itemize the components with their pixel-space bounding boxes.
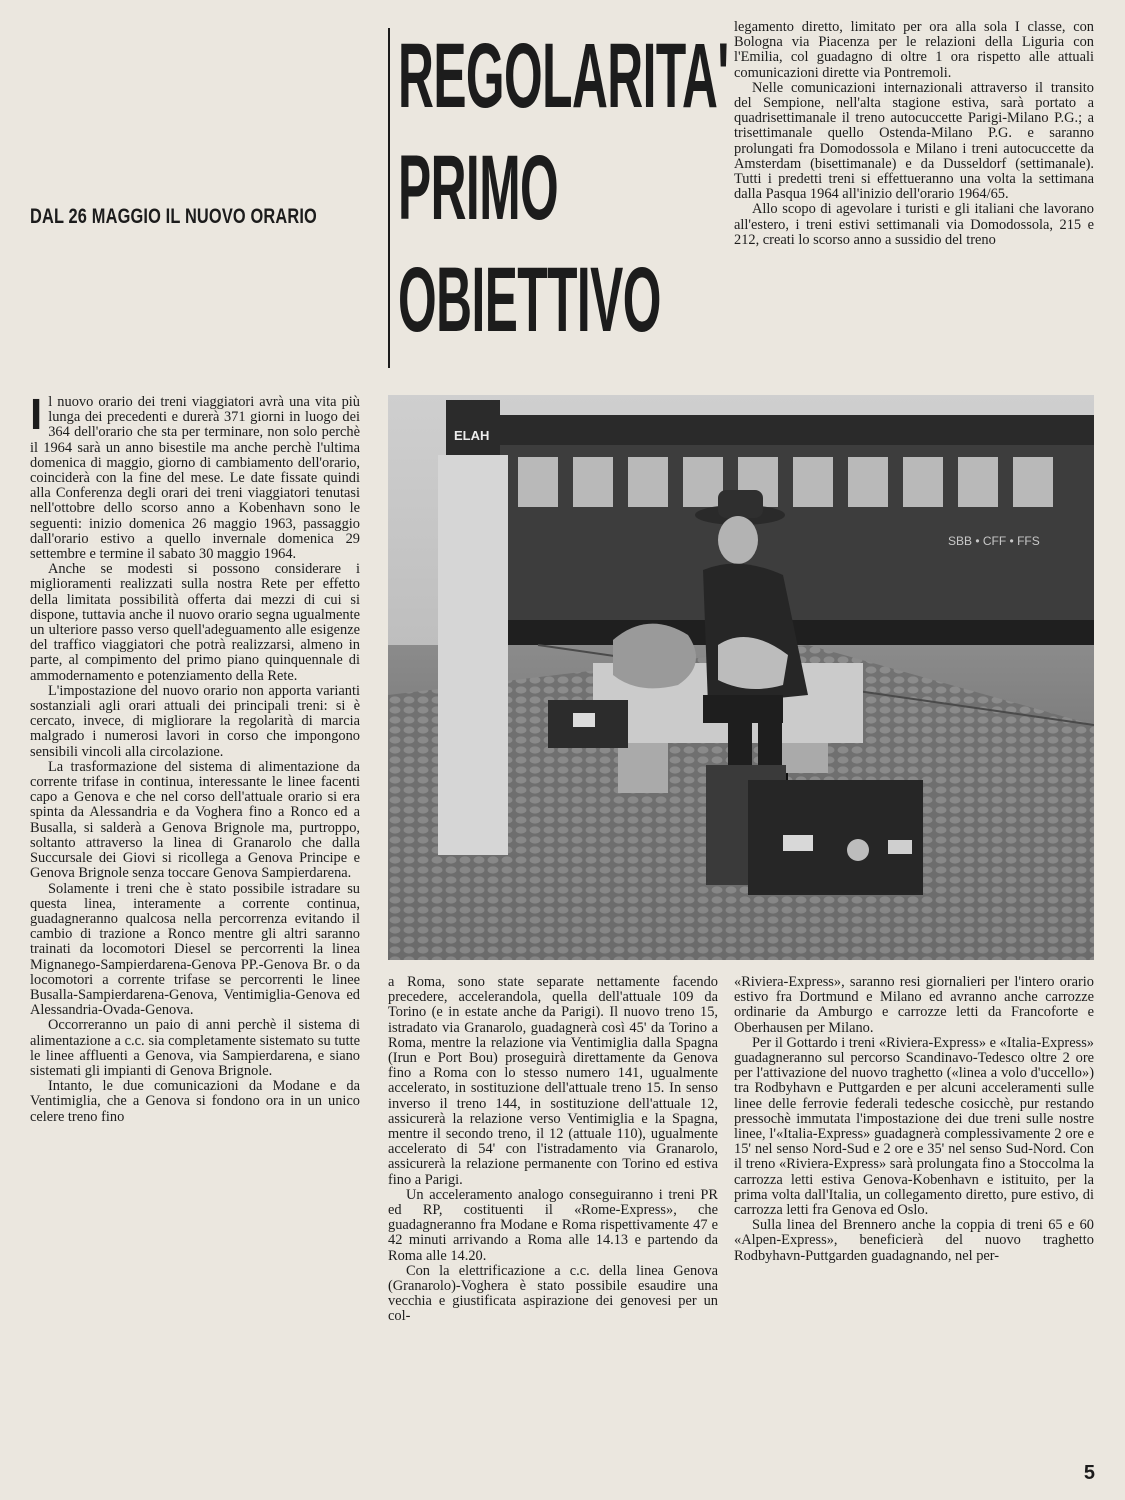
- paragraph: Occorreranno un paio di anni perchè il sistema di alimentazione a c.c. sia completamente sistemato su tutte le linee affluenti a Genova, via Sampierdarena, e siano sistemati gli impianti di Genova Brignole.: [30, 1017, 360, 1079]
- page-number: 5: [1083, 1462, 1095, 1484]
- train-car: [488, 415, 1094, 645]
- title-line-1: REGOLARITA': [398, 25, 729, 127]
- column-center-bottom: [388, 975, 718, 1325]
- paragraph: legamento diretto, limitato per ora alla sola I classe, con Bologna via Piacenza per le relazioni della Liguria con l'Emilia, col guadagno di oltre 1 ora rispetto alle attuali comunicazioni dirette via Pontremoli.: [734, 19, 1094, 81]
- article-subtitle: DAL 26 MAGGIO IL NUOVO ORARIO: [30, 205, 317, 228]
- title-line-3: OBIETTIVO: [398, 249, 661, 351]
- title-rule: [388, 28, 390, 368]
- paragraph: [30, 390, 360, 563]
- paragraph: Solamente i treni che è stato possibile istradare su questa linea, interamente a corrente continua, guadagneranno qualcosa nella percorrenza evitando il cambio di trazione a Ronco mentre gli altri saranno trainati da locomotori Diesel se percorrenti la linea Mignanego-Sampierdarena-Genova PP.-Genova Br. o da locomotori a corrente trifase se percorrenti le linee Busalla-Sampierdarena-Genova, Ventimiglia-Genova ed Alessandria-Ovada-Genova.: [30, 880, 360, 1019]
- title-line-2: PRIMO: [398, 137, 559, 239]
- paragraph: Sulla linea del Brennero anche la coppia di treni 65 e 60 «Alpen-Express», beneficierà del nuovo traghetto Rodbyhavn-Puttgarden guadagnando, nel per-: [734, 1217, 1094, 1264]
- paragraph: «Riviera-Express», saranno resi giornalieri per l'intero orario estivo fra Dortmund e Milano ed avranno anche carrozze ordinarie da Amburgo e carrozze letti da Francoforte e Oberhausen per Milano.: [734, 974, 1094, 1036]
- paragraph-text: l nuovo orario dei treni viaggiatori avrà una vita più lunga dei precedenti e durerà 371 giorni in luogo dei 364 dell'orario che sta per terminare, non solo perchè il 1964 sarà un anno bisestile ma anche perchè l'ultima domenica di maggio, giorno di cambiamento dell'orario, coinciderà con la fine del mese. Le date fissate quindi alla Conferenza degli orari dei treni viaggiatori tenutasi nell'ottobre dello scorso anno a Kobenhavn sono le seguenti: inizio domenica 26 maggio 1963, passaggio dall'orario estivo a quello invernale domenica 29 settembre e termine il sabato 30 maggio 1964.: [30, 394, 360, 563]
- article-title: [398, 20, 729, 356]
- paragraph: Nelle comunicazioni internazionali attraverso il transito del Sempione, nell'alta stagione estiva, sarà portato a quadrisettimanale il treno autocuccette Parigi-Milano P.G.; a trisettimanale quello Ostenda-Milano P.G. e saranno prolungati fra Domodossola e Milano i treni autocuccette da Amsterdam (bisettimanale) e da Dusseldorf (settimanale). Tutti i predetti treni si effettueranno una volta la settimana dalla Pasqua 1964 all'inizio dell'orario 1964/65.: [734, 79, 1094, 203]
- paragraph: Intanto, le due comunicazioni da Modane e da Ventimiglia, che a Genova si fondono ora in un unico celere treno fino: [30, 1078, 360, 1125]
- paragraph: Anche se modesti si possono considerare i miglioramenti realizzati sulla nostra Rete per effetto della limitata possibilità offerta dai mezzi di cui si dispone, tuttavia anche il nuovo orario segna ugualmente un ulteriore passo verso quell'adeguamento alle esigenze del traffico viaggiatori che potrà realizzarsi, almeno in parte, al compimento del primo piano quinquennale di ammodernamento e potenziamento della Rete.: [30, 561, 360, 684]
- paragraph: a Roma, sono state separate nettamente facendo precedere, accelerandola, quella dell'attuale 109 da Torino (e in estate anche da Parigi). Il nuovo treno 15, istradato via Granarolo, guadagnerà così 45' da Torino a Roma, mentre la relazione via Ventimiglia dalla Spagna (Irun e Port Bou) proseguirà direttamente da Genova fino a Roma con lo stesso numero 141, ugualmente accelerato, in sostituzione dell'attuale treno 15. In senso inverso il treno 144, in sostituzione dell'attuale 12, assicurerà la relazione verso Ventimiglia e la Spagna, mentre il secondo treno, il 12 (attuale 110), ugualmente accelerato di 54' con l'istradamento via Granarolo, assicurerà la relazione permanente con Torino ed estiva fino a Parigi.: [388, 974, 718, 1188]
- large-suitcase-front: [748, 780, 923, 895]
- paragraph: Per il Gottardo i treni «Riviera-Express» e «Italia-Express» guadagneranno sul percorso Scandinavo-Tedesco oltre 2 ore per l'attivazione del nuovo traghetto («linea a volo d'uccello») tra Rodbyhavn e Puttgarden e per alcuni acceleramenti sulle linee delle ferrovie federali tedesche cosicchè, pur restando pressochè immutata l'impostazione dei due treni sulle nostre linee, l'«Italia-Express» guadagnerà complessivamente 2 ore e 15' nel senso Nord-Sud e 2 ore e 35' nel senso Sud-Nord. Con il treno «Riviera-Express» sarà prolungata fino a Stoccolma la carrozza letti estiva Genova-Kobenhavn e istituito, per la prima volta dall'Italia, un collegamento diretto, pure estivo, di carrozza letti fra Genova ed Oslo.: [734, 1034, 1094, 1219]
- column-right-bottom: [734, 975, 1094, 1264]
- paragraph: Allo scopo di agevolare i turisti e gli italiani che lavorano all'estero, i treni estivi settimanali via Domodossola, 215 e 212, creati lo scorso anno a sussidio del treno: [734, 201, 1094, 248]
- folded-coat: [613, 624, 696, 689]
- paragraph: Con la elettrificazione a c.c. della linea Genova (Granarolo)-Voghera è stato possibile esaudire una vecchia e giustificata aspirazione dei genovesi per un col-: [388, 1262, 718, 1325]
- column-left: [30, 390, 360, 1125]
- paragraph: L'impostazione del nuovo orario non apporta varianti sostanziali agli orari attuali dei principali treni: si è cercato, invece, di migliorare la regolarità di marcia malgrado i numerosi lavori in corso che impongono sensibili vincoli alla circolazione.: [30, 682, 360, 760]
- platform-pillar: [438, 455, 508, 855]
- train-car-lettering: SBB • CFF • FFS: [948, 534, 1040, 548]
- paragraph: La trasformazione del sistema di alimentazione da corrente trifase in continua, interessante le linee facenti capo a Genova e che nel corso dell'attuale orario si era spinta da Alessandria e da Voghera fino a Ronco ed a Busalla, si salderà a Genova Brignole ma, purtroppo, soltanto attraverso la linea di Granarolo che dalla Succursale dei Giovi si ricollega a Genova Principe e Genova Brignole senza toccare Genova Sampierdarena.: [30, 758, 360, 882]
- station-photo: [388, 395, 1094, 960]
- column-right-top: [734, 20, 1094, 248]
- station-sign-text: ELAH: [454, 428, 490, 443]
- paragraph: Un acceleramento analogo conseguiranno i treni PR ed RP, costituenti il «Rome-Express», che guadagneranno fra Modane e Roma rispettivamente 47 e 42 minuti arrivando a Roma alle 14.13 e partendo da Roma alle 14.20.: [388, 1186, 718, 1264]
- drop-cap: I: [30, 390, 43, 439]
